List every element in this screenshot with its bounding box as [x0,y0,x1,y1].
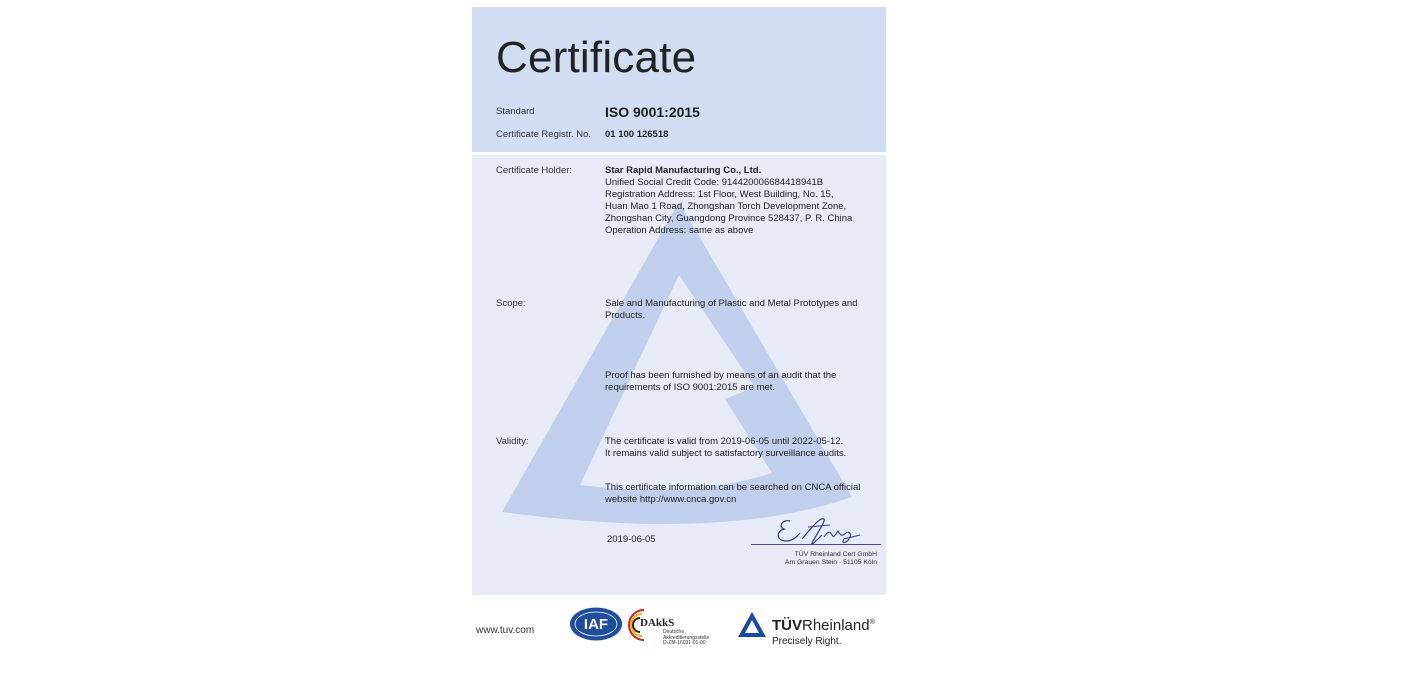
proof-block [605,370,836,394]
holder-line: Registration Address: 1st Floor, West Building, No. 15, [605,189,834,200]
website-link[interactable]: www.tuv.com [476,625,535,636]
registr-value: 01 100 126518 [605,129,669,140]
issue-date: 2019-06-05 [607,534,656,545]
tuv-brand-bold: TÜV [772,617,802,634]
issuer-block [785,551,877,567]
tuv-triangle-logo-icon [737,611,767,638]
holder-name: Star Rapid Manufacturing Co., Ltd. [605,165,762,176]
iaf-logo-icon [568,606,624,642]
standard-value: ISO 9001:2015 [605,104,700,120]
registr-label: Certificate Registr. No. [496,129,592,140]
signature-line [751,544,881,545]
proof-line: Proof has been furnished by means of an audit that the [605,370,837,381]
scope-line: Sale and Manufacturing of Plastic and Metal Prototypes and [605,298,858,309]
scope-block [605,298,857,322]
validity-line: It remains valid subject to satisfactory surveillance audits. [605,448,847,459]
issuer-line: TÜV Rheinland Cert GmbH [794,551,877,558]
certificate-title: Certificate [496,33,697,82]
holder-block [605,165,852,237]
holder-label: Certificate Holder: [496,165,573,176]
issuer-line: Am Grauen Stein · 51105 Köln [784,559,877,566]
proof-line: requirements of ISO 9001:2015 are met. [605,382,776,393]
cnca-line: This certificate information can be searched on CNCA official [605,482,861,493]
scope-label: Scope: [496,298,526,309]
validity-block [605,436,846,460]
tuv-brand-rest: Rheinland [802,617,870,634]
holder-line: Operation Address: same as above [605,225,754,236]
holder-line: Unified Social Credit Code: 914420006684418941B [605,177,824,188]
tuv-tagline: Precisely Right. [772,636,842,647]
cnca-block [605,482,860,506]
validity-label: Validity: [496,436,529,447]
registered-mark: ® [869,619,875,626]
cnca-line: website http://www.cnca.gov.cn [605,494,737,505]
validity-line: The certificate is valid from 2019-06-05 until 2022-05-12. [605,436,844,447]
holder-line: Huan Mao 1 Road, Zhongshan Torch Development Zone, [605,201,847,212]
standard-label: Standard [496,106,535,117]
certificate-page [472,7,886,595]
iaf-text: IAF [583,616,609,633]
dakks-name: DAkkS [640,617,675,629]
holder-line: Zhongshan City, Guangdong Province 528437, P. R. China [605,213,853,224]
dakks-subtext: Deutsche Akkreditierungsstelle D-ZM-16031-01-00 [663,629,710,646]
scope-line: Products. [605,310,646,321]
tuv-rheinland-brand [772,617,875,634]
